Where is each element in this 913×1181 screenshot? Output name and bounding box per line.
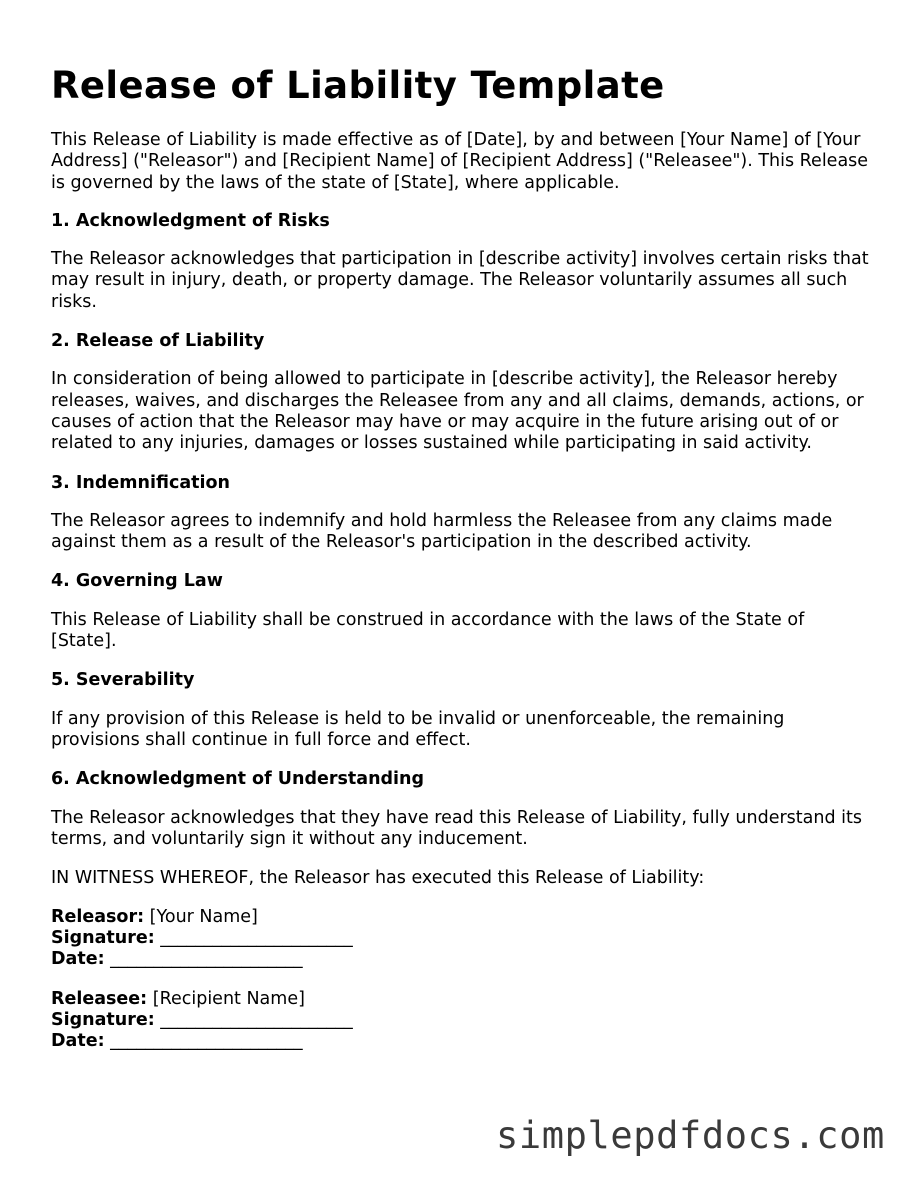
date-blank: ______________________	[110, 1031, 303, 1052]
date-blank: ______________________	[110, 949, 303, 970]
releasor-name: [Your Name]	[149, 907, 258, 928]
signature-blank: ______________________	[160, 1010, 353, 1031]
releasor-label: Releasor:	[51, 907, 145, 928]
releasor-date-line	[51, 949, 871, 970]
section-heading: 6. Acknowledgment of Understanding	[51, 769, 425, 790]
section-acknowledgment-of-understanding	[51, 769, 871, 850]
section-body: If any provision of this Release is held to be invalid or unenforceable, the remaining provisions shall continue in full force and effect.	[51, 708, 785, 750]
releasor-signature-block	[51, 907, 871, 970]
releasee-name: [Recipient Name]	[152, 989, 305, 1010]
section-heading: 2. Release of Liability	[51, 331, 265, 352]
section-release-of-liability	[51, 331, 871, 454]
releasor-signature-line	[51, 928, 871, 949]
section-body: The Releasor acknowledges that participation in [describe activity] involves certain risks that may result in injury, death, or property damage. The Releasor voluntarily assumes all such risks.	[51, 249, 869, 312]
signature-blank: ______________________	[160, 928, 353, 949]
witness-statement: IN WITNESS WHEREOF, the Releasor has executed this Release of Liability:	[51, 868, 705, 889]
releasee-signature-block	[51, 989, 871, 1052]
intro-paragraph: This Release of Liability is made effective as of [Date], by and between [Your Name] of [Your Address] ("Releasor") and [Recipient Name] of [Recipient Address] ("Releasee"). This Release is governed by the laws of the state of [State], where applicable.	[51, 130, 869, 193]
date-label: Date:	[51, 1031, 105, 1052]
signature-label: Signature:	[51, 928, 155, 949]
section-governing-law	[51, 571, 871, 652]
section-acknowledgment-of-risks	[51, 211, 871, 313]
section-body: The Releasor acknowledges that they have read this Release of Liability, fully understand its terms, and voluntarily sign it without any inducement.	[51, 807, 862, 849]
releasee-signature-line	[51, 1010, 871, 1031]
section-heading: 4. Governing Law	[51, 571, 223, 592]
section-heading: 5. Severability	[51, 670, 195, 691]
section-body: The Releasor agrees to indemnify and hold harmless the Releasee from any claims made against them as a result of the Releasor's participation in the described activity.	[51, 510, 833, 553]
date-label: Date:	[51, 949, 105, 970]
releasee-date-line	[51, 1031, 871, 1052]
section-indemnification	[51, 473, 871, 554]
section-severability	[51, 670, 871, 751]
releasor-name-line	[51, 907, 871, 928]
signature-label: Signature:	[51, 1010, 155, 1031]
releasee-name-line	[51, 989, 871, 1010]
watermark-text: simplepdfdocs.com	[496, 1114, 885, 1157]
section-body: In consideration of being allowed to participate in [describe activity], the Releasor hereby releases, waives, and discharges the Releasee from any and all claims, demands, actions, or causes of action that the Releasor may have or may acquire in the future arising out of or related to any injuries, damages or losses sustained while participating in said activity.	[51, 369, 864, 454]
section-body: This Release of Liability shall be construed in accordance with the laws of the State of [State].	[51, 609, 805, 652]
section-heading: 1. Acknowledgment of Risks	[51, 210, 330, 231]
document-page	[51, 62, 871, 1071]
document-title: Release of Liability Template	[51, 64, 665, 107]
releasee-label: Releasee:	[51, 989, 148, 1010]
section-heading: 3. Indemnification	[51, 472, 230, 493]
